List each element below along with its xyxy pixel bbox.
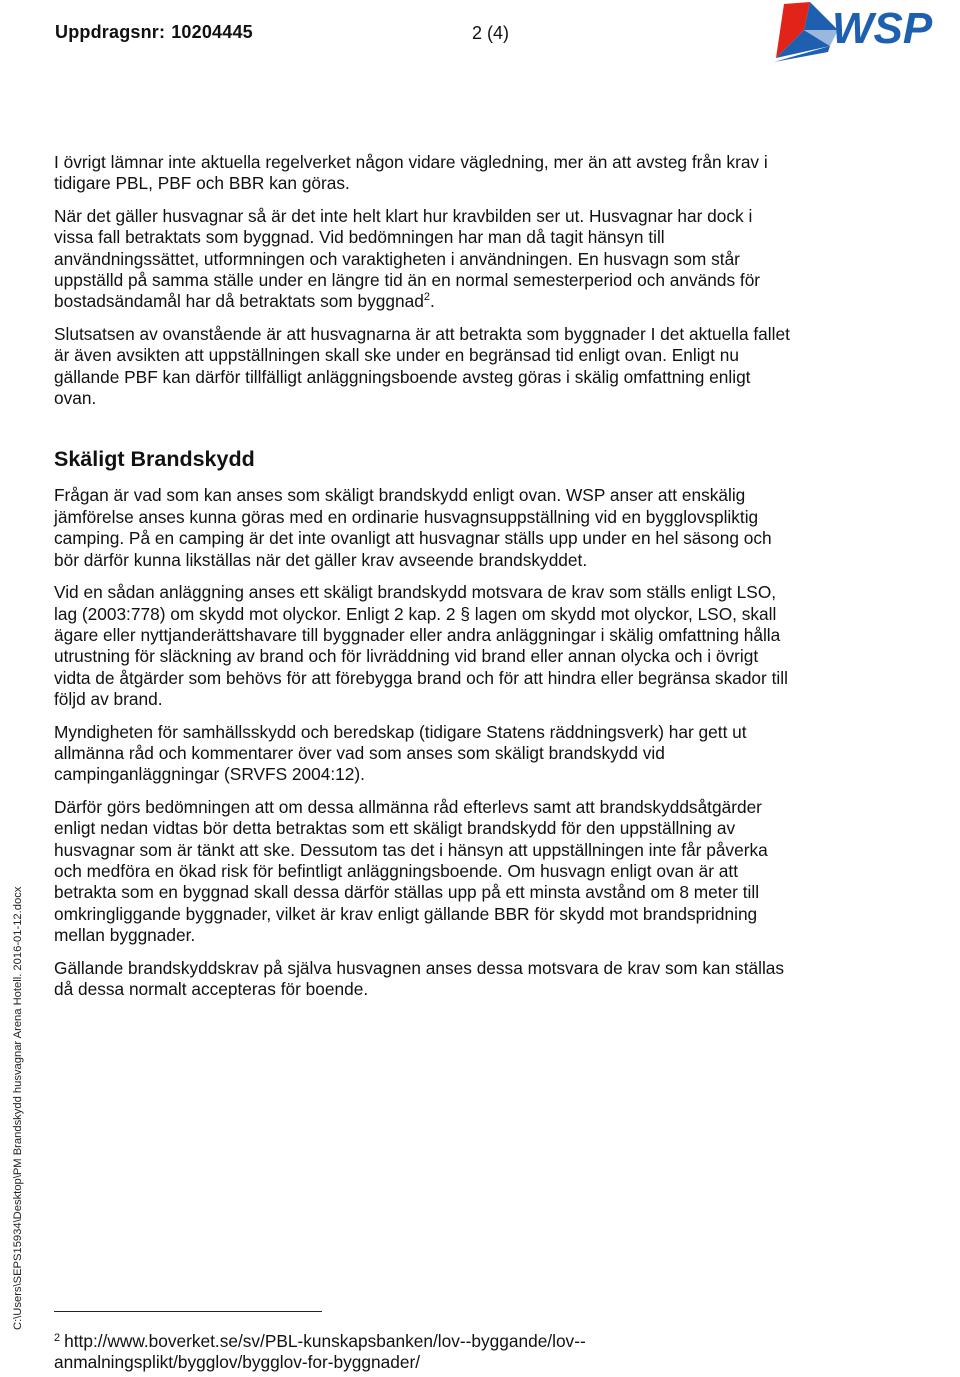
paragraph-5: Vid en sådan anläggning anses ett skäligt brandskydd motsvara de krav som ställs enligt LSO, lag (2003:778) om skydd mot olyckor. Enligt 2 kap. 2 § lagen om skydd mot olyckor, LSO, skall ägare eller nyttjanderättshavare till byggnader eller andra anläggningar i skälig omfattning hålla utrustning för släckning av brand och för livräddning vid brand eller annan olycka och i övrigt vidta de åtgärder som behövs för att förebygga brand och för att hindra eller begränsa skador till följd av brand. [54, 582, 788, 710]
paragraph-3: Slutsatsen av ovanstående är att husvagnarna är att betrakta som byggnader I det aktuella fallet är även avsikten att uppställningen skall ske under en begränsad tid enligt ovan. Enligt nu gällande PBF kan därför tillfälligt anläggningsboende avsteg göras i skälig omfattning enligt ovan. [54, 323, 790, 409]
assignment-number-label [55, 22, 253, 43]
paragraph-6: Myndigheten för samhällsskydd och beredskap (tidigare Statens räddningsverk) har gett ut allmänna råd och kommentarer över vad som anses som skäligt brandskydd vid campinganläggningar (SRVFS 2004:12). [54, 721, 747, 785]
footnote-link[interactable]: http://www.boverket.se/sv/PBL-kunskapsbanken/lov--byggande/lov--anmalningsplikt/bygglov/bygglov-for-byggnader/ [54, 1331, 586, 1373]
assignment-number-caption: Uppdragsnr: [55, 22, 166, 42]
wsp-logo [770, 0, 960, 67]
footnote-reference[interactable]: 2 [423, 291, 430, 304]
paragraph-4: Frågan är vad som kan anses som skäligt brandskydd enligt ovan. WSP anser att enskälig jämförelse anses kunna göras med en ordinarie husvagnsuppställning vid en bygglovspliktig camping. På en camping är det inte ovanligt att husvagnar ställs upp under en hel säsong och bör därför kunna likställas när det gäller krav avseende brandskyddet. [54, 485, 772, 570]
document-body [54, 152, 794, 1011]
section-heading: Skäligt Brandskydd [54, 447, 255, 472]
document-path: C:\Users\SEPS15934\Desktop\PM Brandskydd husvagnar Arena Hotell. 2016-01-12.docx [12, 886, 24, 1330]
paragraph-2 [54, 206, 794, 313]
paragraph-2-end: . [429, 291, 435, 312]
paragraph-8: Gällande brandskyddskrav på själva husvagnen anses dessa motsvara de krav som kan ställas då dessa normalt accepteras för boende. [54, 957, 785, 999]
footnote-number: 2 [54, 1332, 61, 1344]
page-number: 2 (4) [472, 23, 510, 43]
paragraph-7: Därför görs bedömningen att om dessa allmänna råd efterlevs samt att brandskyddsåtgärder enligt nedan vidtas bör detta betraktas som ett skäligt brandskydd för den uppställning av husvagnar som är tänkt att ske. Dessutom tas det i hänsyn att uppställningen inte får påverka och medföra en ökad risk för befintligt anläggningsboende. Om husvagn enligt ovan är att betrakta som en byggnad skall dessa därför ställas upp på ett minsta avstånd om 8 meter till omkringliggande byggnader, vilket är krav enligt gällande BBR för skydd mot brandspridning mellan byggnader. [54, 796, 768, 946]
paragraph-1: I övrigt lämnar inte aktuella regelverket någon vidare vägledning, mer än att avsteg från krav i tidigare PBL, PBF och BBR kan göras. [54, 152, 768, 194]
svg-text:WSP: WSP [832, 4, 933, 53]
footnote [54, 1331, 754, 1374]
footnote-separator [54, 1311, 322, 1312]
paragraph-2-text: När det gäller husvagnar så är det inte helt klart hur kravbilden ser ut. Husvagnar har dock i vissa fall betraktats som byggnad. Vid bedömningen har man då tagit hänsyn till användningssättet, utformningen och varaktigheten i användningen. En husvagn som står uppställd på samma ställe under en längre tid än en normal semesterperiod och används för bostadsändamål har då betraktats som byggnad [54, 205, 761, 312]
wsp-logo-icon [770, 0, 960, 62]
assignment-number-value: 10204445 [171, 22, 253, 42]
